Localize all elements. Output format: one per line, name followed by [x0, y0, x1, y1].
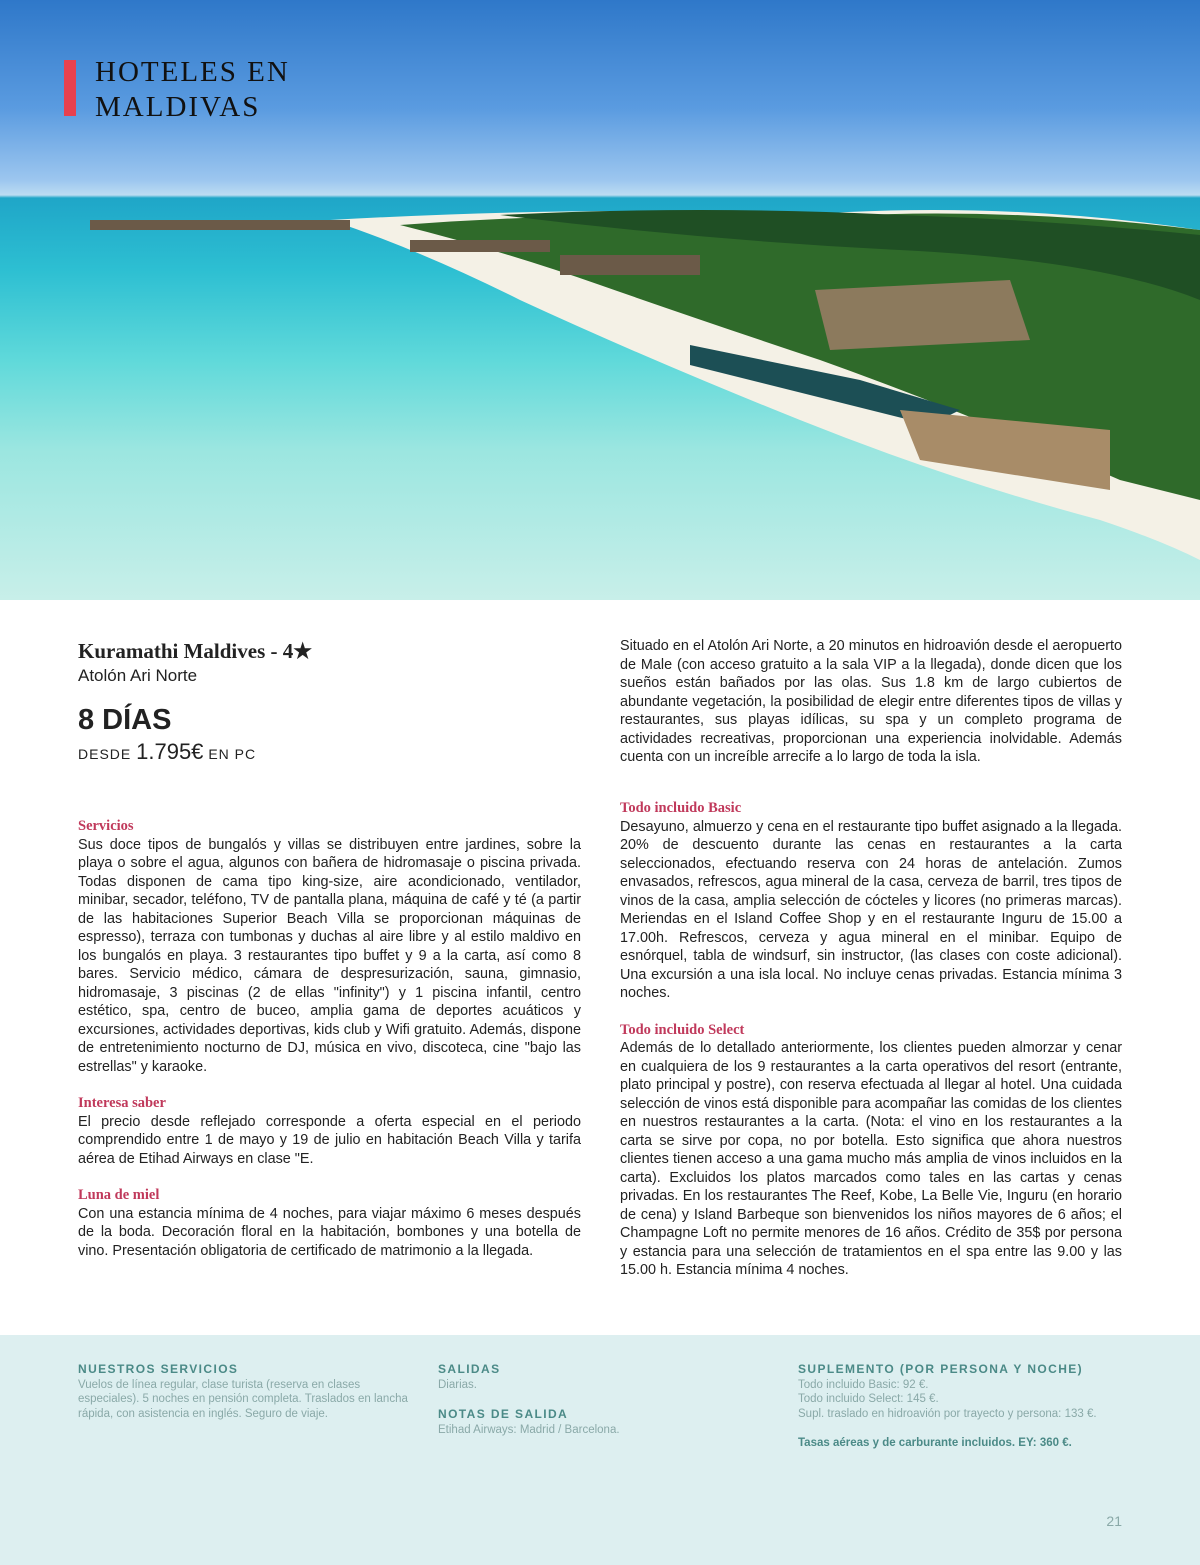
section-title: Luna de miel [78, 1187, 160, 1203]
footer-line: Supl. traslado en hidroavión por trayecto y persona: 133 €. [798, 1408, 1097, 1421]
footer-suplemento [798, 1362, 1158, 1451]
footer-line: Todo incluido Select: 145 €. [798, 1393, 939, 1406]
footer-salidas [438, 1362, 738, 1438]
section-text: Además de lo detallado anteriormente, los clientes pueden almorzar y cenar en cualquiera de los 9 restaurantes a la carta operativos del resort (entrante, plato principal y postre), con reserva efectuada al llegar al hotel. Una cuidada selección de vinos está disponible para acompañar las comidas de los clientes en nuestros restaurantes a la carta. (Nota: el vino en los restaurantes a la carta se sirve por copa, no por botella. Esto significa que ahora nuestros clientes tienen acceso a una gama mucho más amplia de vinos incluidos en la carta). Excluidos los platos marcados como tales en las cartas y cenas privadas. En los restaurantes The Reef, Kobe, La Belle Vie, Inguru (en horario de cena) y Island Barbeque son bienvenidos los niños mayores de 6 años; el Champagne Loft no permite menores de 16 años. Crédito de 35$ por persona y estancia para una selección de tratamientos en el spa entre las 9.00 y las 15.00 h. Estancia mínima 4 noches. [620, 1040, 1122, 1278]
intro-text: Situado en el Atolón Ari Norte, a 20 minutos en hidroavión desde el aeropuerto de Male (con acceso gratuito a la sala VIP a la llegada), donde dicen que los sueños están bañados por las olas. Sus 1.8 km de largo cubiertos de abundante vegetación, la posibilidad de elegir entre diferentes tipos de villas y restaurantes, sus playas idílicas, su spa y un completo programa de actividades recreativas, proporcionan una experiencia inolvidable. Además cuenta con un increíble arrecife a lo largo de toda la isla. [620, 638, 1122, 765]
section-title: Servicios [78, 818, 134, 834]
section-title: Todo incluido Basic [620, 800, 742, 816]
footer-tasas: Tasas aéreas y de carburante incluidos. EY: 360 €. [798, 1436, 1072, 1449]
trip-duration: 8 DÍAS [78, 704, 172, 736]
hotel-name: Kuramathi Maldives - 4★ [78, 639, 313, 663]
price-line [78, 739, 312, 765]
price-suffix: EN PC [208, 746, 257, 762]
footer-text: Diarias. [438, 1378, 477, 1391]
price-prefix: DESDE [78, 746, 132, 762]
section-text: El precio desde reflejado corresponde a oferta especial en el periodo comprendido entre 1 de mayo y 19 de julio en habitación Beach Villa y tarifa aérea de Etihad Airways en clase "E. [78, 1113, 581, 1167]
footer-servicios [78, 1362, 408, 1422]
right-column [620, 799, 1122, 1280]
footer-line: Todo incluido Basic: 92 €. [798, 1378, 929, 1391]
hotel-summary [78, 638, 312, 765]
page-number: 21 [1106, 1513, 1122, 1529]
left-column [78, 799, 581, 1278]
title-line-1: HOTELES EN [95, 56, 290, 88]
section-text: Desayuno, almuerzo y cena en el restaurante tipo buffet asignado a la llegada. 20% de descuento durante las cenas en restaurantes a la carta seleccionados, efectuando reserva con 24 horas de antelación. Zumos envasados, refrescos, agua mineral de la casa, cerveza de barril, tres tipos de vinos de la casa, amplia selección de cócteles y licores (no primeras marcas). Meriendas en el Island Coffee Shop y en el restaurante Inguru de 15.00 a 17.00h. Refrescos, cerveza y agua mineral en el minibar. Equipo de esnórquel, tabla de windsurf, sin instructor, (las clases con coste adicional). Una excursión a una isla local. No incluye cenas privadas. Estancia mínima 3 noches. [620, 818, 1122, 1001]
hotel-location: Atolón Ari Norte [78, 666, 198, 685]
title-accent-bar [64, 60, 76, 116]
price-value: 1.795€ [136, 739, 204, 764]
footer-text: Etihad Airways: Madrid / Barcelona. [438, 1424, 620, 1437]
footer-heading: SALIDAS [438, 1362, 501, 1376]
footer-text: Vuelos de línea regular, clase turista (reserva en clases especiales). 5 noches en pensión completa. Traslados en lancha rápida, con asistencia en inglés. Seguro de viaje. [78, 1378, 408, 1421]
section-text: Con una estancia mínima de 4 noches, para viajar máximo 6 meses después de la boda. Decoración floral en la habitación, bombones y una botella de vino. Presentación obligatoria de certificado de matrimonio a la llegada. [78, 1205, 581, 1259]
section-title: Interesa saber [78, 1095, 166, 1111]
footer-heading: NUESTROS SERVICIOS [78, 1362, 239, 1376]
page-title [95, 55, 290, 125]
title-line-2: MALDIVAS [95, 91, 261, 123]
footer-heading: NOTAS DE SALIDA [438, 1407, 569, 1422]
section-text: Sus doce tipos de bungalós y villas se distribuyen entre jardines, sobre la playa o sobre el agua, algunos con bañera de hidromasaje o piscina privada. Todas disponen de cama tipo king-size, aire acondicionado, ventilador, minibar, secador, teléfono, TV de pantalla plana, máquina de café y té (a partir de las habitaciones Superior Beach Villa se proporcionan máquinas de espresso), terraza con tumbonas y duchas al aire libre y al estilo maldivo en los bungalós en playa. 3 restaurantes tipo buffet y 9 a la carta, así como 8 bares. Servicio médico, cámara de despresurización, sauna, gimnasio, hidromasaje, 3 piscinas (2 de ellas "infinity") y 1 piscina infantil, centro estético, spa, centro de buceo, amplia gama de deportes acuáticos y excursiones, actividades deportivas, kids club y Wifi gratuito. Además, dispone de entretenimiento nocturno de DJ, música en vivo, discoteca, cine "bajo las estrellas" y karaoke. [78, 836, 581, 1075]
footer-heading: SUPLEMENTO (POR PERSONA Y NOCHE) [798, 1362, 1084, 1376]
section-title: Todo incluido Select [620, 1021, 745, 1038]
footer-info [0, 1335, 1200, 1565]
